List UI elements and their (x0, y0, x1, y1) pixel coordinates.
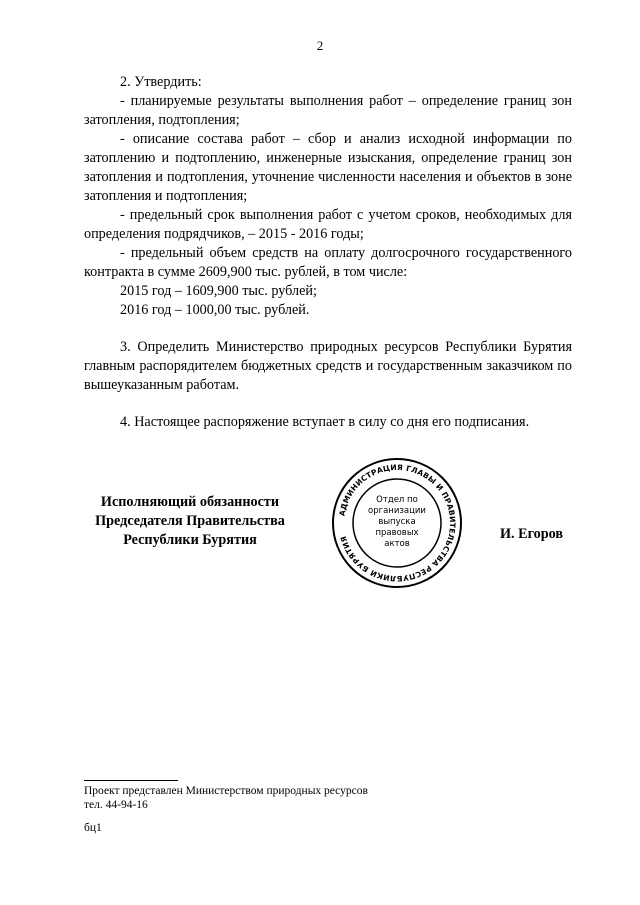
paragraph-ministry: 3. Определить Министерство природных ресурсов Республики Бурятия главным распорядителем бюджетных средств и государственным заказчиком по вышеуказанным работам. (84, 339, 572, 393)
paragraph-year-2016: 2016 год – 1000,00 тыс. рублей. (120, 302, 310, 318)
paragraph-deadline: - предельный срок выполнения работ с учетом сроков, необходимых для определения подрядчиков, – 2015 - 2016 годы; (84, 207, 572, 242)
stamp-text-line: правовых (375, 528, 419, 538)
signatory-position-line: Исполняющий обязанности (100, 494, 280, 510)
signatory-position-line: Республики Бурятия (123, 532, 257, 548)
footer-phone-line: тел. 44-94-16 (84, 799, 148, 811)
stamp-text-line: Отдел по (376, 495, 418, 505)
stamp-text-line: организации (368, 506, 426, 516)
footer-divider (84, 780, 178, 781)
signatory-position-line: Председателя Правительства (95, 513, 285, 529)
signatory-position (70, 493, 310, 550)
paragraph-results: - планируемые результаты выполнения работ – определение границ зон затопления, подтопления; (84, 93, 572, 128)
paragraph-budget: - предельный объем средств на оплату долгосрочного государственного контракта в сумме 2609,900 тыс. рублей, в том числе: (84, 245, 572, 280)
official-stamp (322, 458, 472, 588)
stamp-text-line: актов (384, 539, 410, 549)
footer-author-line: Проект представлен Министерством природных ресурсов (84, 785, 368, 797)
page-number: 2 (316, 38, 324, 53)
stamp-ring-text: АДМИНИСТРАЦИЯ ГЛАВЫ И ПРАВИТЕЛЬСТВА РЕСПУБЛИКИ БУРЯТИЯ (337, 462, 458, 584)
paragraph-scope: - описание состава работ – сбор и анализ исходной информации по затоплению и подтоплению, инженерные изыскания, определение границ зон затопления и подтопления, уточнение численности населения и объектов в зоне затопления и подтопления; (84, 131, 572, 204)
document-body (84, 73, 572, 432)
stamp-text-line: выпуска (378, 517, 416, 527)
paragraph-approve: 2. Утвердить: (120, 74, 202, 90)
signatory-name: И. Егоров (500, 526, 564, 542)
document-code: бц1 (84, 822, 102, 834)
paragraph-year-2015: 2015 год – 1609,900 тыс. рублей; (120, 283, 317, 299)
paragraph-effective: 4. Настоящее распоряжение вступает в силу со дня его подписания. (120, 414, 530, 430)
footer-note (84, 784, 368, 812)
